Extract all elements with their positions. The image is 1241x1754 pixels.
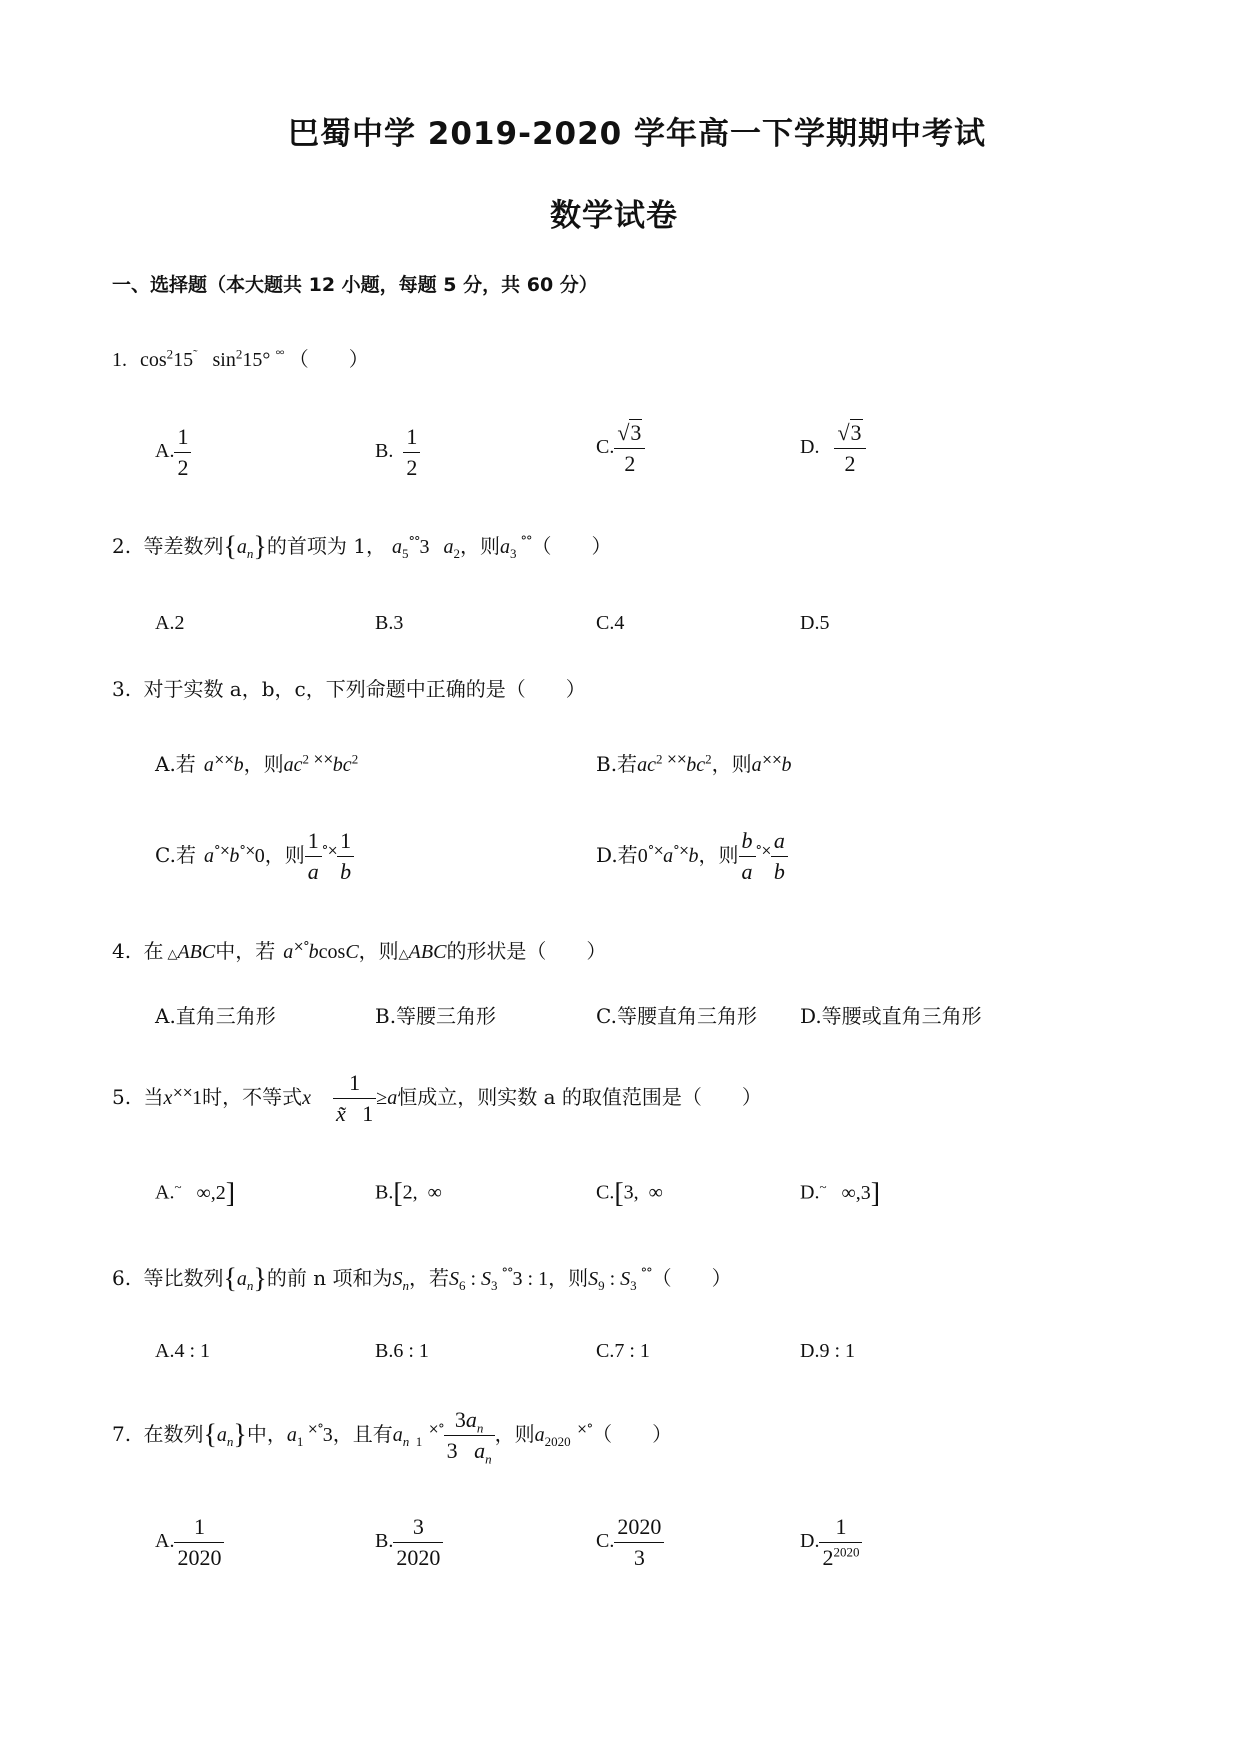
option-label: B.	[375, 1530, 394, 1553]
option-value: 7 : 1	[614, 1340, 650, 1362]
brace-icon: }	[253, 1263, 267, 1295]
q2-text: 等差数列	[143, 534, 224, 558]
answer-paren: （ ）	[592, 1422, 673, 1446]
fraction: $\frac{3}{2020}$	[393, 1512, 443, 1573]
fraction: $\frac{1}{2^{2020}}$	[819, 1512, 862, 1573]
option-label: A.若	[155, 752, 196, 776]
q6-option-c[interactable]	[596, 1340, 650, 1363]
question-5: 5. 当x××1时，不等式x $\frac{1}{x̃ 1}$ ≥a恒成立，则实数 a 的取值范围是（ ）	[112, 1068, 762, 1129]
brace-icon: {	[223, 531, 237, 563]
option-label: D.若	[596, 843, 638, 867]
answer-paren: （ ）	[531, 534, 612, 558]
question-number: 1.	[112, 349, 127, 371]
q4-text: 中，若	[215, 939, 276, 963]
q4-option-d[interactable]: D.等腰或直角三角形	[800, 1004, 982, 1028]
q6-text: ，则	[548, 1266, 589, 1290]
option-text: ，则	[711, 752, 752, 776]
fraction: $\frac{3a_n}{3 a_n}$	[444, 1405, 495, 1466]
q4-text: ，则	[358, 939, 399, 963]
q5-option-b[interactable]: B.[2, ∞	[375, 1178, 442, 1209]
option-label: A.	[155, 1530, 175, 1553]
option-label: B.	[375, 1340, 394, 1362]
q2-text: 的首项为 1，	[266, 534, 386, 558]
question-number: 4.	[112, 939, 132, 963]
fraction: $\frac{√3}{2}$	[834, 418, 865, 479]
brace-icon: }	[253, 531, 267, 563]
q7-option-b[interactable]	[375, 1512, 443, 1573]
question-number: 6.	[112, 1266, 132, 1290]
fraction: $\frac{a}{b}$	[771, 826, 788, 887]
triangle-icon: △	[398, 947, 409, 962]
q2-option-c[interactable]: C.4	[596, 612, 625, 634]
q4-text: 在	[143, 939, 164, 963]
option-label: D.	[800, 1340, 820, 1362]
q1-cos: cos	[140, 349, 167, 371]
q7-option-d[interactable]	[800, 1512, 862, 1573]
brace-icon: }	[233, 1419, 247, 1451]
q3-text: 对于实数 a，b，c，下列命题中正确的是（ ）	[143, 677, 586, 701]
option-label: C.	[596, 436, 615, 459]
question-2: 2. 等差数列$\{a_n\}$的首项为 1， $a_5^{^\circ^\circ}3$ $a_2$，则$a_3^{^\circ^\circ}$（ ）	[112, 531, 612, 563]
q1-option-d[interactable]	[800, 418, 866, 479]
fraction: $\frac{1}{a}$	[305, 826, 322, 887]
q1-option-a[interactable]	[155, 422, 191, 483]
q4-option-a[interactable]: A.直角三角形	[155, 1004, 276, 1028]
question-1: 1. $\cos^215^˜$ $\sin^215^\circ$ °° （ ）	[112, 346, 369, 371]
option-label: C.	[596, 1181, 615, 1204]
option-label: B.	[375, 1181, 394, 1204]
option-label: D.	[800, 1181, 820, 1204]
q7-option-c[interactable]	[596, 1512, 664, 1573]
q6-text: 等比数列	[143, 1266, 224, 1290]
sqrt-icon: √	[837, 420, 850, 445]
q4-option-c[interactable]: C.等腰直角三角形	[596, 1004, 757, 1028]
q7-option-a[interactable]	[155, 1512, 224, 1573]
page-subtitle: 数学试卷	[550, 198, 678, 234]
q6-text: 的前 n 项和为	[266, 1266, 393, 1290]
q2-text: ，则	[459, 534, 500, 558]
option-label: A.	[155, 1340, 175, 1362]
fraction: $\frac{√3}{2}$	[614, 418, 645, 479]
answer-paren: （ ）	[651, 1266, 732, 1290]
q3-option-c[interactable]: C.若 a°×b°×0，则 $\frac{1}{a}$ °× $\frac{1}{b}$	[155, 826, 354, 887]
fraction: $\frac{1}{2}$	[174, 422, 191, 483]
answer-paren: （ ）	[288, 349, 369, 371]
question-number: 3.	[112, 677, 132, 701]
triangle-icon: △	[167, 947, 178, 962]
q2-option-a[interactable]: A.2	[155, 612, 185, 634]
q5-option-c[interactable]: C.[3, ∞	[596, 1178, 663, 1209]
sqrt-icon: √	[617, 420, 630, 445]
fraction: $\frac{2020}{3}$	[614, 1512, 664, 1573]
option-text: ，则	[264, 843, 305, 867]
question-6: 6. 等比数列$\{a_n\}$的前 n 项和为$S_n$，若$S_6$ : $S_3^{^\circ^\circ}3$ : 1，则$S_9$ : $S_3^{^\circ^\circ}$（ ）	[112, 1263, 732, 1295]
option-label: C.若	[155, 843, 196, 867]
q3-option-a[interactable]: A.若 a××b，则$ac^2$ $^{\times\times}bc^2$	[155, 751, 359, 776]
q7-text: ，且有	[332, 1422, 393, 1446]
q5-text: 时，不等式	[202, 1085, 303, 1109]
q5-text: 当	[143, 1085, 164, 1109]
q5-text: 恒成立，则实数 a 的取值范围是（ ）	[397, 1085, 762, 1109]
option-label: B.若	[596, 752, 638, 776]
question-4: 4. 在 △ABC中，若 a×°bcosC，则△ABC的形状是（ ）	[112, 939, 607, 963]
option-label: D.	[800, 436, 820, 459]
fraction: $\frac{1}{2}$	[403, 422, 420, 483]
q2-option-d[interactable]: D.5	[800, 612, 830, 634]
q3-option-b[interactable]: B.若$ac^2$ $^{\times\times}bc^2$，则a××b	[596, 751, 792, 776]
question-number: 2.	[112, 534, 132, 558]
question-number: 7.	[112, 1422, 132, 1446]
q3-option-d[interactable]: D.若0°×a°×b，则 $\frac{b}{a}$ °× $\frac{a}{b}$	[596, 826, 788, 887]
option-text: ，则	[698, 843, 739, 867]
q1-sin: sin	[212, 349, 236, 371]
option-label: A.	[155, 440, 175, 463]
q1-angle: 15	[173, 349, 194, 371]
option-value: 6 : 1	[393, 1340, 429, 1362]
section-heading: 一、选择题（本大题共 12 小题，每题 5 分，共 60 分）	[112, 274, 598, 296]
page-title: 巴蜀中学 2019-2020 学年高一下学期期中考试	[288, 116, 987, 152]
fraction: $\frac{1}{b}$	[337, 826, 354, 887]
option-label: C.	[596, 1530, 615, 1553]
option-label: D.	[800, 1530, 820, 1553]
option-text: ，则	[243, 752, 284, 776]
option-value: 9 : 1	[819, 1340, 856, 1362]
fraction: $\frac{1}{2020}$	[174, 1512, 224, 1573]
q6-option-d[interactable]	[800, 1340, 855, 1363]
option-label: B.	[375, 440, 394, 463]
option-label: C.	[596, 1340, 615, 1362]
question-number: 5.	[112, 1085, 132, 1109]
q1-option-b[interactable]	[375, 422, 420, 483]
q7-text: ，则	[494, 1422, 535, 1446]
brace-icon: {	[203, 1419, 217, 1451]
q5-option-d[interactable]: D.~ ∞,3]	[800, 1178, 881, 1209]
q6-text: ，若	[408, 1266, 449, 1290]
q7-text: 中，	[246, 1422, 287, 1446]
q4-text: 的形状是（ ）	[446, 939, 607, 963]
option-value: 4 : 1	[174, 1340, 211, 1362]
q6-option-a[interactable]	[155, 1340, 210, 1363]
q7-text: 在数列	[143, 1422, 204, 1446]
fraction: $\frac{b}{a}$	[739, 826, 756, 887]
q2-option-b[interactable]: B.3	[375, 612, 404, 634]
q4-option-b[interactable]: B.等腰三角形	[375, 1004, 497, 1028]
brace-icon: {	[223, 1263, 237, 1295]
option-label: A.	[155, 1181, 175, 1204]
q1-angle2: 15°	[242, 349, 271, 371]
fraction: $\frac{1}{x̃ 1}$	[333, 1068, 376, 1129]
question-3	[112, 673, 586, 702]
question-7: 7. 在数列$\{a_n\}$中，$a_1^{\times^\circ}3$，且有$a_{n 1}^{\times^\circ}$ $\frac{3a_n}{3 a_n}$ ，则$a_{2020}^{\times^\circ}$（ ）	[112, 1407, 673, 1467]
q1-option-c[interactable]	[596, 418, 645, 479]
q6-option-b[interactable]	[375, 1340, 429, 1363]
q5-option-a[interactable]: A.~ ∞,2]	[155, 1178, 236, 1209]
